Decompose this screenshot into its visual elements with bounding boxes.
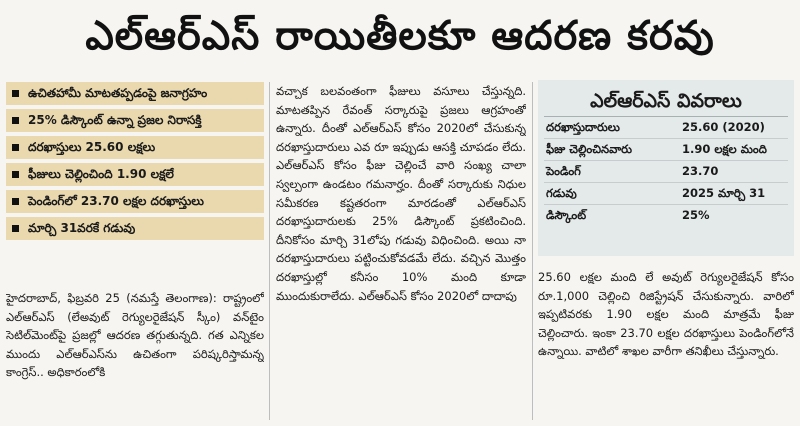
details-value: 23.70: [682, 164, 719, 178]
article-column-1: హైదరాబాద్, ఫిబ్రవరి 25 (నమస్తే తెలంగాణ): రాష్ట్రంలో ఎల్ఆర్ఎస్ (లేఅవుట్ రెగ్యులరైజేషన్ స్కీం) వన్‌టైం సెటిల్‌మెంట్‌పై ప్రజల్లో ఆదరణ తగ్గుతున్నది. గత ఎన్నికల ముందు ఎల్ఆర్ఎస్‌ను ఉచితంగా పరిష్కరిస్తామన్న కాంగ్రెస్.. అధికారంలోకి: [6, 291, 264, 380]
headline: ఎల్ఆర్ఎస్ రాయితీలకూ ఆదరణ కరవు: [85, 13, 715, 59]
details-row: [544, 183, 788, 205]
details-row: [544, 161, 788, 183]
bullet-square-icon: [12, 171, 19, 178]
bullet-square-icon: [12, 144, 19, 151]
bullet-item: [6, 217, 264, 240]
bullet-square-icon: [12, 225, 19, 232]
details-row: [544, 117, 788, 139]
details-value: 1.90 లక్షల మంది: [682, 142, 767, 156]
details-value: 25.60 (2020): [682, 120, 765, 134]
article-column-3: 25.60 లక్షల మంది లే అవుట్ రెగ్యులరైజేషన్ కోసం రూ.1,000 చెల్లించి రిజిస్ట్రేషన్ చేసుకున్నారు. వారిలో ఇప్పటివరకు 1.90 లక్షల మంది మాత్రమే ఫీజు చెల్లించారు. ఇంకా 23.70 లక్షల దరఖాస్తులు పెండింగ్‌లోనే ఉన్నాయి. వాటిలో శాఖల వారీగా తనిఖీలు చేస్తున్నారు.: [538, 270, 794, 359]
bullet-item: [6, 136, 264, 159]
bullet-text: పెండింగ్‌లో 23.70 లక్షల దరఖాస్తులు: [28, 194, 204, 208]
bullet-text: 25% డిస్కౌంట్ ఉన్నా ప్రజల నిరాసక్తి: [28, 113, 202, 127]
bullet-item: [6, 163, 264, 186]
bullet-text: దరఖాస్తులు 25.60 లక్షలు: [28, 140, 156, 154]
bullet-text: ఫీజులు చెల్లించింది 1.90 లక్షలే: [28, 167, 174, 181]
details-label: పెండింగ్: [546, 164, 581, 178]
bullet-list: [6, 82, 264, 244]
bullet-item: [6, 82, 264, 105]
details-box: [538, 80, 794, 256]
column-divider: [532, 82, 533, 420]
details-row: [544, 139, 788, 161]
details-label: డిస్కౌంట్: [546, 208, 587, 222]
details-row: [544, 205, 788, 226]
bullet-square-icon: [12, 90, 19, 97]
article-column-2: వచ్చాక బలవంతంగా ఫీజులు వసూలు చేస్తున్నది. మాటతప్పిన రేవంత్ సర్కారుపై ప్రజలు ఆగ్రహంతో ఉన్నారు. దీంతో ఎల్ఆర్ఎస్ కోసం 2020లో చేసుకున్న దరఖాస్తుదారులు ఎవ రూ ఇప్పుడు ఆసక్తి చూపడం లేదు. ఎల్ఆర్ఎస్ కోసం ఫీజు చెల్లించే వారి సంఖ్య చాలా స్వల్పంగా ఉండటం గమనార్హం. దీంతో సర్కారుకు నిధుల సమీకరణ కష్టతరంగా మారడంతో ఎల్ఆర్ఎస్ దరఖాస్తుదారులకు 25% డిస్కౌంట్ ప్రకటించింది. దీనికోసం మార్చి 31లోపు గడువు విధించింది. అయి నా దరఖాస్తుదారులు పట్టించుకోవడమే లేదు. వచ్చిన మొత్తం దరఖాస్తుల్లో కనీసం 10% మంది కూడా ముందుకురాలేదు. ఎల్ఆర్ఎస్ కోసం 2020లో దాదాపు: [276, 84, 526, 303]
details-box-title: ఎల్ఆర్ఎస్ వివరాలు: [544, 80, 788, 117]
column-divider: [269, 82, 270, 420]
details-label: దరఖాస్తుదారులు: [546, 120, 620, 134]
bullet-text: మార్చి 31వరకే గడువు: [28, 221, 136, 235]
details-label: ఫీజు చెల్లించినవారు: [546, 142, 632, 156]
details-value: 25%: [682, 208, 710, 222]
details-value: 2025 మార్చి 31: [682, 186, 766, 200]
bullet-square-icon: [12, 198, 19, 205]
bullet-text: ఉచితహామీ మాటతప్పడంపై జనాగ్రహం: [28, 86, 208, 100]
details-label: గడువు: [546, 186, 577, 200]
bullet-item: [6, 190, 264, 213]
bullet-square-icon: [12, 117, 19, 124]
bullet-item: [6, 109, 264, 132]
